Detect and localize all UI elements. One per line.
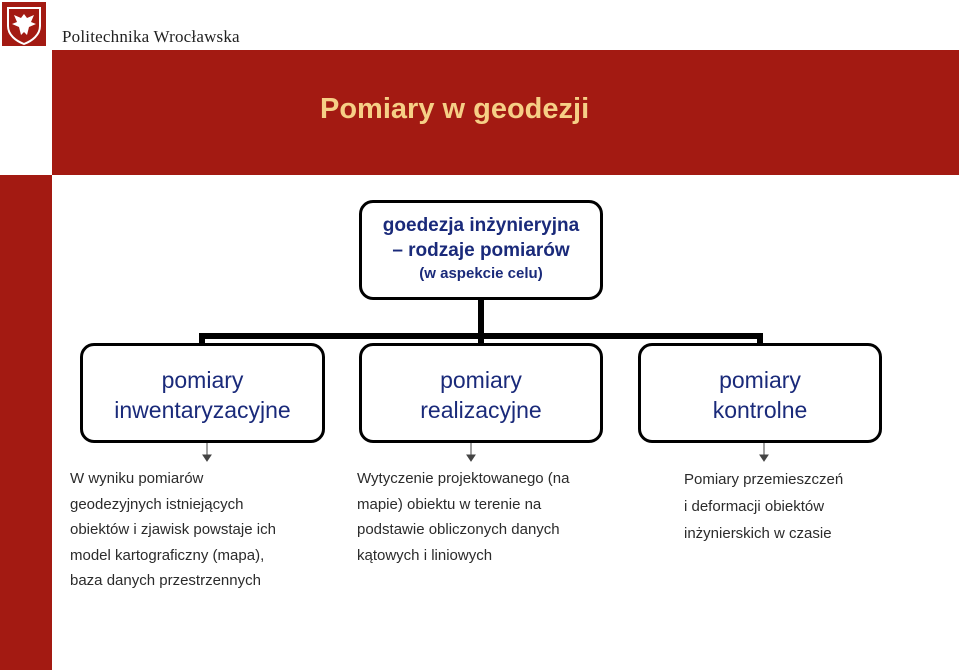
category-title-line1: pomiary	[440, 367, 522, 393]
description-line: kątowych i liniowych	[357, 546, 493, 564]
category-box-inwentaryzacyjne	[80, 343, 325, 443]
category-title-line2: realizacyjne	[420, 397, 542, 423]
description-inwentaryzacyjne	[70, 466, 340, 594]
slide-title: Pomiary w geodezji	[320, 93, 590, 125]
category-title-line1: pomiary	[719, 367, 801, 393]
description-line: mapie) obiektu w terenie na	[357, 495, 542, 513]
description-line: Pomiary przemieszczeń	[684, 471, 844, 488]
institution-name: Politechnika Wrocławska	[62, 27, 240, 46]
tree-connector-lines	[202, 300, 760, 343]
description-line: podstawie obliczonych danych	[357, 521, 560, 538]
description-line: inżynierskich w czasie	[684, 525, 832, 542]
description-line: Wytyczenie projektowanego (na	[357, 470, 570, 487]
description-line: i deformacji obiektów	[684, 498, 825, 515]
description-line: obiektów i zjawisk powstaje ich	[70, 521, 276, 538]
description-line: geodezyjnych istniejących	[70, 495, 244, 513]
root-node-box	[359, 200, 603, 300]
description-kontrolne	[684, 466, 954, 547]
category-box-kontrolne	[638, 343, 882, 443]
description-line: model kartograficzny (mapa),	[70, 546, 265, 564]
category-title-line2: kontrolne	[712, 397, 808, 423]
description-realizacyjne	[357, 466, 637, 568]
category-box-realizacyjne	[359, 343, 603, 443]
root-title-line1: goedezja inżynieryjna	[382, 215, 580, 236]
root-subtitle: (w aspekcie celu)	[419, 265, 543, 282]
description-line: baza danych przestrzennych	[70, 572, 261, 589]
category-title-line1: pomiary	[161, 367, 244, 393]
description-line: W wyniku pomiarów	[70, 470, 204, 487]
category-title-line2: inwentaryzacyjne	[114, 397, 291, 423]
root-title-line2: – rodzaje pomiarów	[392, 240, 570, 261]
description-arrows	[203, 443, 768, 461]
